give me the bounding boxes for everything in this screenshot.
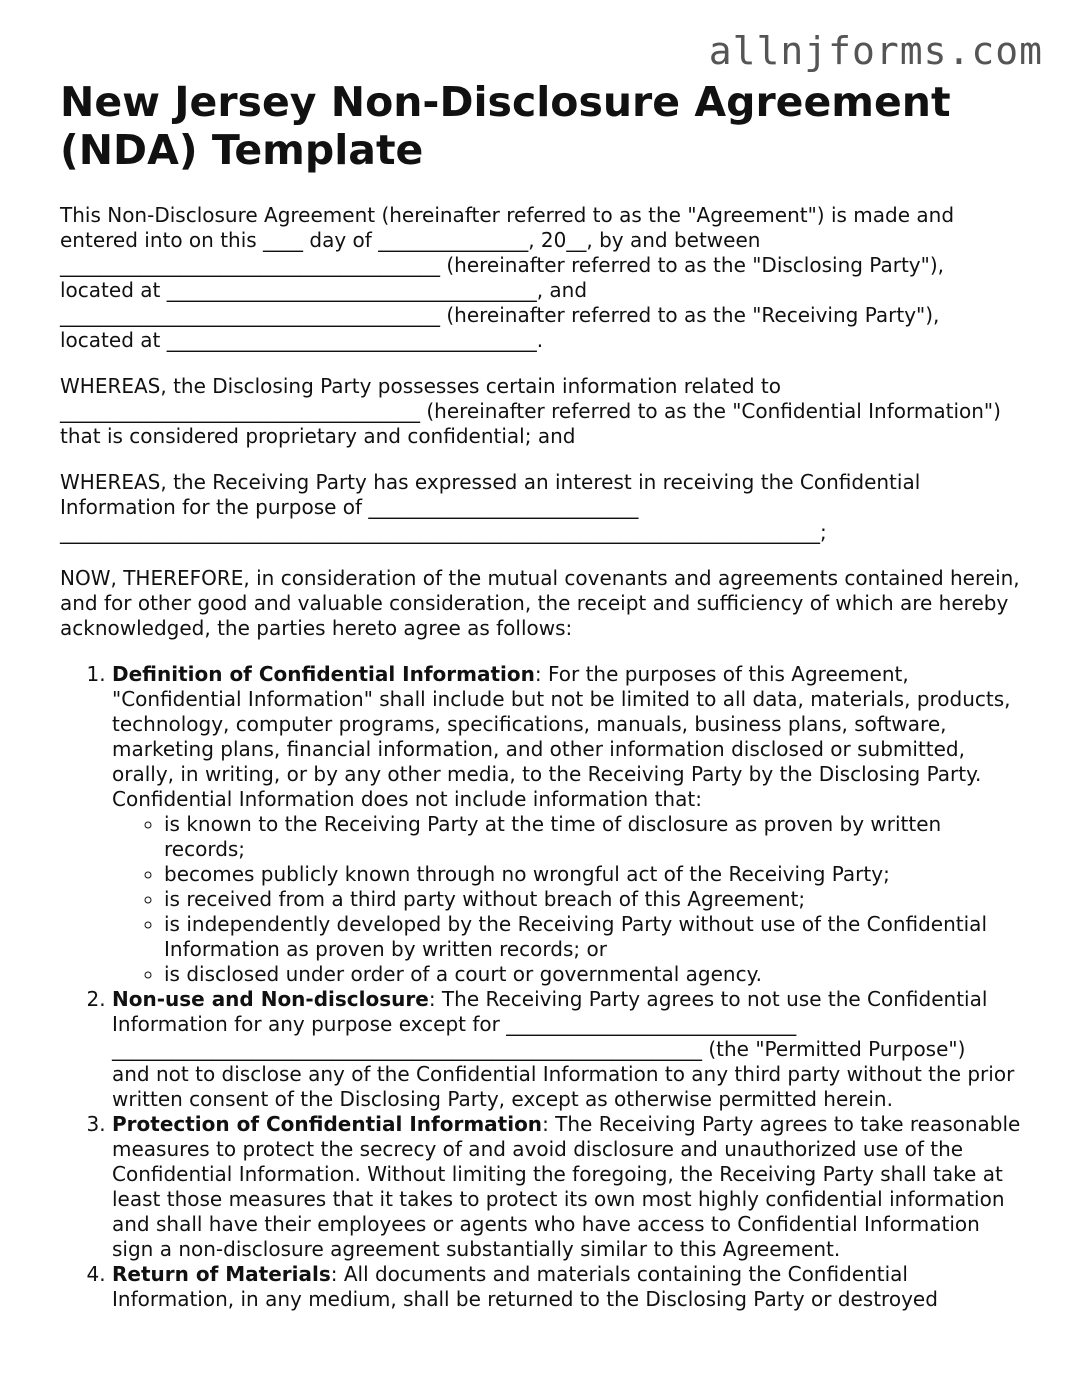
site-watermark: allnjforms.com [708,29,1043,73]
permitted-purpose-blank: ___________________________________________________________ (the "Permitted Purpose") [112,1037,966,1061]
exception-item: ◦ is known to the Receiving Party at the time of disclosure as proven by written records; [164,812,1025,862]
clause-text-continued: and not to disclose any of the Confidential Information to any third party without the prior written consent of the Disclosing Party, except as otherwise permitted herein. [112,1062,1015,1111]
exception-item: ◦ is disclosed under order of a court or governmental agency. [164,962,1025,987]
clause-text: : The Receiving Party agrees to not use the Confidential Information for any purpose except for _____________________________ [112,987,988,1036]
clause-heading: Return of Materials [112,1262,331,1286]
exception-item: ◦ becomes publicly known through no wrongful act of the Receiving Party; [164,862,1025,887]
clause-return [112,1262,1025,1312]
whereas-2-text: WHEREAS, the Receiving Party has expressed an interest in receiving the Confidential Information for the purpose of ___________________________ [60,470,921,519]
exception-item: ◦ is received from a third party without breach of this Agreement; [164,887,1025,912]
document-page [60,78,1025,1312]
clause-definition [112,662,1025,987]
clause-non-use [112,987,1025,1112]
clause-heading: Protection of Confidential Information [112,1112,543,1136]
intro-paragraph [60,203,1025,353]
clause-heading: Non-use and Non-disclosure [112,987,429,1011]
whereas-paragraph-1: WHEREAS, the Disclosing Party possesses certain information related to ____________________________________ (hereinafter referred to as the "Confidential Information") that is considered proprietary and confidential; and [60,374,1001,448]
clause-text: : For the purposes of this Agreement, "Confidential Information" shall include but not be limited to all data, materials, products, technology, computer programs, specifications, manuals, business plans, software, marketing plans, financial information, and other information disclosed or submitted, orally, in writing, or by any other media, to the Receiving Party by the Disclosing Party. Confidential Information does not include information that: [112,662,1011,811]
clause-text: : All documents and materials containing the Confidential Information, in any medium, shall be returned to the Disclosing Party or destroyed [112,1262,938,1311]
whereas-paragraph-2 [60,470,1025,545]
page-title: New Jersey Non-Disclosure Agreement (NDA) Template [60,78,951,174]
whereas-2-blank: ____________________________________________________________________________; [60,520,827,544]
clause-heading: Definition of Confidential Information [112,662,535,686]
intro-line-3: ______________________________________ (hereinafter referred to as the "Receiving Party"), [60,303,940,327]
intro-line-1: This Non-Disclosure Agreement (hereinafter referred to as the "Agreement") is made and entered into on this ____ day of _______________, 20__, by and between ______________________________________ (hereinafter referred to as the "Disclosing Party"), [60,203,955,277]
intro-line-4: located at _____________________________________. [60,328,544,352]
now-therefore-paragraph: NOW, THEREFORE, in consideration of the mutual covenants and agreements contained herein, and for other good and valuable consideration, the receipt and sufficiency of which are hereby acknowledged, the parties hereto agree as follows: [60,566,1020,640]
intro-line-2: located at _____________________________________, and [60,278,588,302]
exception-item: ◦ is independently developed by the Receiving Party without use of the Confidential Information as proven by written records; or [164,912,1025,962]
clause-protection [112,1112,1025,1262]
clause-list [60,662,1025,1312]
exception-list [112,812,1025,987]
clause-text: : The Receiving Party agrees to take reasonable measures to protect the secrecy of and avoid disclosure and unauthorized use of the Confidential Information. Without limiting the foregoing, the Receiving Party shall take at least those measures that it takes to protect its own most highly confidential information and shall have their employees or agents who have access to Confidential Information sign a non-disclosure agreement substantially similar to this Agreement. [112,1112,1021,1261]
